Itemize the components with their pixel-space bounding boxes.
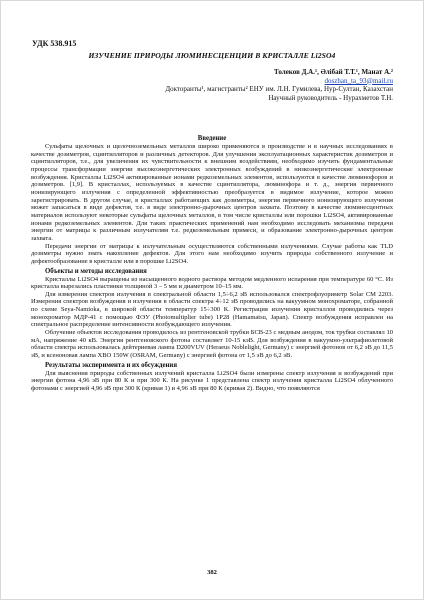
page-number: 382 — [207, 569, 217, 576]
author-affiliation: Докторанты¹, магистранты² ЕНУ им. Л.Н. Гумилева, Нур-Султан, Казахстан — [165, 85, 393, 93]
section-heading-methods: Объекты и методы исследования — [45, 267, 147, 275]
paper-body — [31, 133, 393, 393]
udk-code: УДК 538.915 — [32, 39, 77, 48]
paragraph-methods-2: Для измерения спектров излучения в спектральной области 1,5÷6,2 эВ использовался спектрофлуориметр Solar CM 2203. Измерения спектров возбуждения и излучения в области спектра 4÷12 эВ проводились на вакуумном монохроматоре, собранной по схеме Seya-Namioka, в широкой области температур 15÷300 К. Регистрация излучения кристаллов проводились через монохроматор МДР-41 с помощью ФЭУ (Photomultiplier tube) 1P28 (Hamamatsu, Japan). Спектр возбуждения исправлен на спектральное распределение интенсивности возбуждающего излучения. — [31, 290, 393, 329]
author-email-link[interactable]: doszhan_ta_93@mail.ru — [324, 76, 393, 85]
author-names: Толеков Д.А.¹, Әлібай Т.Т.¹, Манат А.² — [274, 68, 393, 76]
paragraph-intro-1: Сульфаты щелочных и щелочноземельных металлов широко применяются в производстве и в научных исследованиях в качестве дозиметров, сцинтилляторов и различных детекторов. Для улучшения эксплуатационных характеристик дозиметров и сцинтилляторов, т.е., для увеличения их чувствительности к внешним воздействиям, необходимо изучить фундаментальные процессы трансформации энергии высокоэнергетических электронных возбуждений в низкоэнергетические электронные возбуждения. Кристаллы Li2SO4 активированные ионами редкоземельных элементов, используются в качестве люминофоров и дозиметров. [1,9]. В кристаллах, используемых в качестве сцинтиллятора, люминофора и т. д., энергия первичного ионизирующего излучения с определенной эффективностью преобразуется в видимое излучение, которое можно зарегистрировать. В другом случае, в кристаллах работающих как дозиметры, энергия первичного ионизирующего излучения может запасаться в виде дефектов, т.е. в виде электронно-дырочных центров захвата. Поэтому в качестве люминесцентных материалов используют некоторые сульфаты щелочных металлов, в том числе кристаллы или порошки Li2SO4, активированные ионами редкоземельных элементов. Для таких практических применений нам необходимо исследовать механизмы передачи энергии от матрицы к различным излучателям т.е. редкоземельным примеси, и образование электронно-дырочных центров захвата. — [31, 143, 393, 242]
author-block — [31, 68, 393, 102]
paragraph-intro-2: Передачи энергии от матрицы к излучательным осуществляются собственными излучениями. Случае работы как TLD дозиметры нужно знать накопление дефектов. Для этого нам необходимо изучить природы собственного излучение и дефектообразование в кристалле или в порошке Li2SO4. — [31, 242, 393, 265]
section-heading-intro: Введение — [197, 135, 227, 142]
paragraph-methods-1: Кристаллы Li2SO4 выращены из насыщенного водного раствора методом медленного испарения при температуре 60 °С. Из кристалла вырезались пластинки толщиной 3 – 5 мм и диаметром 10–15 мм. — [31, 275, 393, 291]
paper-title: ИЗУЧЕНИЕ ПРИРОДЫ ЛЮМИНЕСЦЕНЦИИ В КРИСТАЛЛЕ Li2SO4 — [88, 51, 336, 60]
section-heading-results: Результаты эксперимента и их обсуждения — [45, 361, 178, 369]
paragraph-methods-3: Облучение объектов исследования проводилось из рентгеновской трубки БСВ-23 с медным анодом, ток трубки составлял 10 мА, напряжение 40 кВ. Энергия рентгеновского фотона составляет 10-15 кэВ. Для возбуждения в вакуумно-ультрафиолетовой области спектра использовалась дейтериевая лампа D200VUV (Heraeus Noblelight, Germany) с энергией фотонов от 6,2 эВ до 11,5 эВ, и ксеноновая лампа XBO 150W (OSRAM, Germany) с энергией фотона от 1,5 эВ до 6,2 эВ. — [31, 329, 393, 360]
scientific-supervisor: Научный руководитель - Нурахметов Т.Н. — [268, 93, 393, 102]
paragraph-results-1: Для выяснения природы собственных излучений кристалла Li2SO4 были измерены спектр излучения и возбуждений при энергии фотона 4,96 эВ при 80 К и при 300 К. На рисунке 1 представлена спектр излучения кристалла Li2SO4 облученного фотонами с энергией 4,96 эВ при 300 К (кривая 1) и 4,96 эВ при 80 К (кривая 2). Видно, что появляются — [31, 369, 393, 393]
